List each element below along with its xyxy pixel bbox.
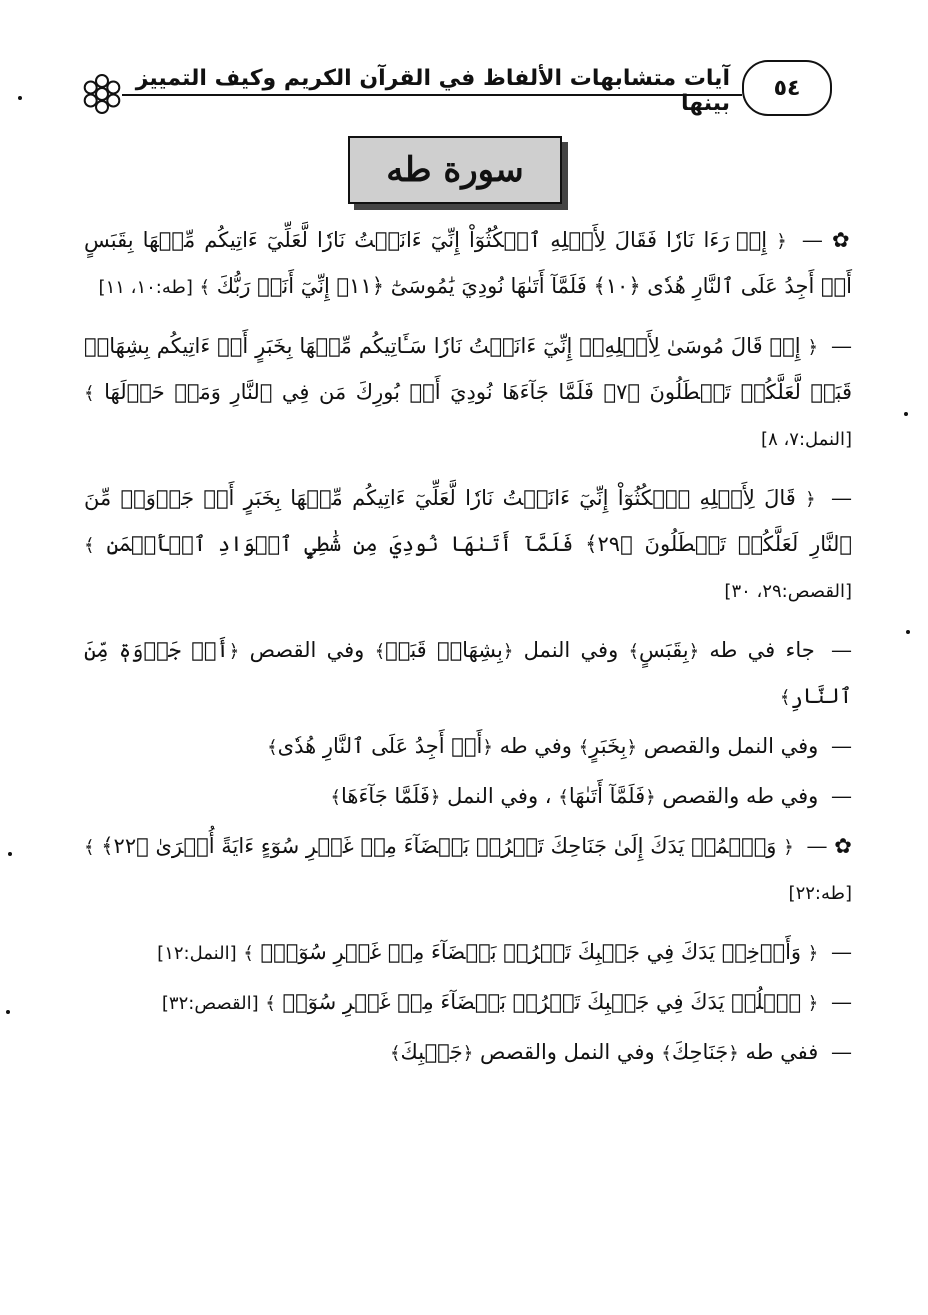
note-text: وفي طه والقصص <box>662 784 819 808</box>
rosette-icon <box>78 70 126 118</box>
note-quote: بِخَبَرٍ <box>589 734 627 758</box>
quote-open-bracket: ﴿ <box>688 641 700 662</box>
comparison-note <box>84 628 852 720</box>
note-text: وفي القصص <box>249 638 365 662</box>
quote-close-bracket: ﴾ <box>390 1043 401 1064</box>
verse-open-bracket: ﴿ <box>807 943 819 964</box>
note-quote: أَوۡ أَجِدُ عَلَى ٱلنَّارِ هُدٗى <box>277 734 483 758</box>
verse-close-bracket: ﴾ <box>84 383 95 404</box>
verse-text: قَالَ لِأَهۡلِهِ ٱمۡكُثُوٓاْ إِنِّيٓ ءَانَسۡتُ نَارٗا لَّعَلِّيٓ ءَاتِيكُم مِّنۡهَا بِخَبَرٍ أَوۡ جَذۡوَةٖ مِّنَ ٱلنَّارِ لَعَلَّكُمۡ تَصۡطَلُونَ ﴿٢٩﴾ فَلَمَّآ أَتَىٰهَا نُودِيَ مِن شَٰطِيِٕ ٱلۡوَادِ ٱلۡأَيۡمَنِ <box>84 486 852 556</box>
verse-reference: [القصص:٢٩، ٣٠] <box>724 581 852 602</box>
verse-close-bracket: ﴾ <box>84 837 95 858</box>
page-number: ٥٤ <box>742 60 832 116</box>
note-text: ، وفي النمل <box>447 784 552 808</box>
verse-text: إِذۡ قَالَ مُوسَىٰ لِأَهۡلِهِۦٓ إِنِّيٓ ءَانَسۡتُ نَارٗا سَـَٔاتِيكُم مِّنۡهَا بِخَبَرٍ أَوۡ ءَاتِيكُم بِشِهَابٖ قَبَسٖ لَّعَلَّكُمۡ تَصۡطَلُونَ ﴿٧﴾ فَلَمَّا جَآءَهَا نُودِيَ أَنۢ بُورِكَ مَن فِي ٱلنَّارِ وَمَنۡ حَوۡلَهَا <box>84 334 852 404</box>
verse-open-bracket: ﴿ <box>805 489 816 510</box>
dash: — <box>806 834 828 858</box>
note-text: وفي النمل والقصص <box>480 1040 655 1064</box>
dash: — <box>831 990 852 1014</box>
quote-close-bracket: ﴾ <box>661 1043 672 1064</box>
verse-reference: [النمل:١٢] <box>157 943 237 964</box>
verse-text: وَٱضۡمُمۡ يَدَكَ إِلَىٰ جَنَاحِكَ تَخۡرُجۡ بَيۡضَآءَ مِنۡ غَيۡرِ سُوٓءٍ ءَايَةً أُخۡرَىٰ ﴿٢٢﴾ <box>101 834 777 858</box>
scan-speck <box>8 852 12 856</box>
quote-open-bracket: ﴿ <box>462 1043 474 1064</box>
parallel-verse <box>84 930 852 976</box>
dash: — <box>831 784 852 808</box>
dash: — <box>831 1040 852 1064</box>
note-text: وفي طه <box>499 734 572 758</box>
quote-open-bracket: ﴿ <box>645 787 656 808</box>
note-text: جاء في طه <box>709 638 815 662</box>
dash: — <box>830 486 852 510</box>
quote-open-bracket: ﴿ <box>482 737 493 758</box>
comparison-note <box>84 1030 852 1076</box>
page-content <box>84 218 852 1080</box>
quote-close-bracket: ﴾ <box>578 737 590 758</box>
scan-speck <box>904 412 908 416</box>
quote-open-bracket: ﴿ <box>228 641 240 662</box>
note-quote: جَنَاحِكَ <box>671 1040 729 1064</box>
note-quote: فَلَمَّآ أَتَىٰهَا <box>568 784 646 808</box>
verse-open-bracket: ﴿ <box>783 837 794 858</box>
verse-reference: [النمل:٧، ٨] <box>761 429 852 450</box>
dash: — <box>830 638 852 662</box>
note-quote: بِشِهَابٖ قَبَسٖ <box>385 638 503 662</box>
scan-speck <box>906 630 910 634</box>
dash: — <box>831 334 852 358</box>
verse-open-bracket: ﴿ <box>807 993 819 1014</box>
verse-text: إِذۡ رَءَا نَارٗا فَقَالَ لِأَهۡلِهِ ٱمۡكُثُوٓاْ إِنِّيٓ ءَانَسۡتُ نَارٗا لَّعَلِّيٓ ءَاتِيكُم مِّنۡهَا بِقَبَسٍ أَوۡ أَجِدُ عَلَى ٱلنَّارِ هُدٗى ﴿١٠﴾ فَلَمَّآ أَتَىٰهَا نُودِيَ يَٰمُوسَىٰٓ ﴿١١﴾ إِنِّيٓ أَنَا۠ رَبُّكَ <box>84 228 852 298</box>
flower-icon: ✿ <box>834 834 852 858</box>
dash: — <box>831 940 852 964</box>
quote-close-bracket: ﴾ <box>558 787 569 808</box>
verse-block <box>84 476 852 614</box>
note-quote: أَوۡ جَذۡوَةٖ مِّنَ ٱلنَّارِ <box>84 638 852 708</box>
quote-close-bracket: ﴾ <box>628 641 640 662</box>
note-text: ففي طه <box>745 1040 819 1064</box>
comparison-note <box>84 774 852 820</box>
note-quote: بِقَبَسٍ <box>639 638 689 662</box>
quote-close-bracket: ﴾ <box>779 687 791 708</box>
verse-close-bracket: ﴾ <box>199 277 211 298</box>
verse-reference: [القصص:٣٢] <box>161 993 259 1014</box>
quote-open-bracket: ﴿ <box>502 641 514 662</box>
quote-close-bracket: ﴾ <box>330 787 341 808</box>
running-header-title: آيات متشابهات الألفاظ في القرآن الكريم وكيف التمييز بينها <box>135 66 730 116</box>
flower-icon: ✿ <box>831 228 852 252</box>
header-rule <box>122 94 742 96</box>
verse-block <box>84 824 852 916</box>
quote-open-bracket: ﴿ <box>429 787 441 808</box>
quote-open-bracket: ﴿ <box>626 737 638 758</box>
verse-close-bracket: ﴾ <box>265 993 276 1014</box>
verse-open-bracket: ﴿ <box>807 337 819 358</box>
scan-speck <box>6 1010 10 1014</box>
parallel-verse <box>84 980 852 1026</box>
quote-close-bracket: ﴾ <box>267 737 278 758</box>
quote-close-bracket: ﴾ <box>374 641 386 662</box>
verse-block <box>84 218 852 310</box>
note-text: وفي النمل والقصص <box>643 734 819 758</box>
scan-speck <box>18 96 22 100</box>
verse-block <box>84 324 852 462</box>
note-quote: جَيۡبِكَ <box>400 1040 463 1064</box>
comparison-note <box>84 724 852 770</box>
verse-reference: [طه:٢٢] <box>788 883 852 904</box>
verse-text: وَأَدۡخِلۡ يَدَكَ فِي جَيۡبِكَ تَخۡرُجۡ بَيۡضَآءَ مِنۡ غَيۡرِ سُوٓءٖۖ <box>260 940 802 964</box>
quote-open-bracket: ﴿ <box>728 1043 739 1064</box>
verse-close-bracket: ﴾ <box>243 943 254 964</box>
verse-close-bracket: ﴾ <box>84 535 95 556</box>
verse-text: ٱسۡلُكۡ يَدَكَ فِي جَيۡبِكَ تَخۡرُجۡ بَيۡضَآءَ مِنۡ غَيۡرِ سُوٓءٖ <box>282 990 802 1014</box>
surah-title: سورة طه <box>348 136 562 204</box>
verse-reference: [طه:١٠، ١١] <box>98 277 193 298</box>
note-quote: فَلَمَّا جَآءَهَا <box>340 784 430 808</box>
dash: — <box>801 228 823 252</box>
dash: — <box>831 734 852 758</box>
note-text: وفي النمل <box>523 638 619 662</box>
verse-open-bracket: ﴿ <box>776 231 787 252</box>
